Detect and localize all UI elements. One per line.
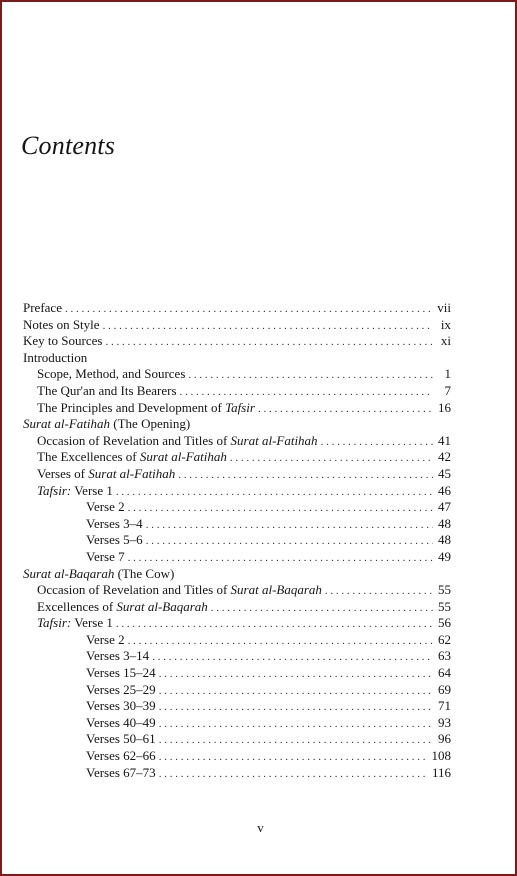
toc-page-number: vii — [437, 300, 451, 315]
toc-entry-label — [86, 731, 156, 748]
toc-page-number: 116 — [431, 764, 451, 780]
toc-entry[interactable] — [23, 648, 451, 665]
toc-entry[interactable] — [23, 599, 451, 616]
toc-dot-leader — [159, 683, 433, 700]
toc-label-italic-segment: Surat al-Fatihah — [23, 416, 111, 432]
toc-dot-leader — [65, 301, 433, 318]
toc-label-segment: (The Cow) — [114, 565, 175, 581]
toc-page-number: 56 — [438, 615, 451, 631]
toc-label-segment: Verses 30–39 — [86, 698, 156, 714]
toc-section-heading — [23, 416, 451, 433]
toc-page-number: 55 — [438, 598, 451, 614]
toc-entry[interactable] — [23, 366, 451, 383]
toc-label-segment: Verse 7 — [86, 548, 125, 564]
toc-label-segment: Scope, Method, and Sources — [37, 366, 186, 382]
toc-entry-label — [86, 532, 143, 549]
toc-page-number: 47 — [438, 499, 451, 515]
toc-dot-leader — [230, 450, 433, 467]
toc-entry-label — [37, 483, 113, 500]
toc-label-segment: Verses 40–49 — [86, 714, 156, 730]
toc-entry-label — [37, 615, 113, 632]
toc-dot-leader — [188, 367, 433, 384]
toc-entry[interactable] — [23, 333, 451, 350]
toc-label-segment: Verse 1 — [71, 615, 113, 631]
toc-entry-label — [86, 682, 156, 699]
toc-entry-label — [23, 416, 190, 433]
toc-label-segment: Notes on Style — [23, 316, 100, 332]
toc-entry[interactable] — [23, 449, 451, 466]
toc-label-italic-segment: Surat al-Baqarah — [116, 598, 208, 614]
toc-entry-label — [37, 383, 177, 400]
toc-label-segment: Verse 1 — [71, 482, 113, 498]
toc-page-number: 7 — [444, 382, 451, 398]
toc-label-italic-segment: Tafsir: — [37, 482, 72, 498]
toc-entry[interactable] — [23, 466, 451, 483]
toc-label-segment: Verses of — [37, 465, 89, 481]
toc-page-number: xi — [440, 333, 451, 349]
toc-page-number: 62 — [438, 631, 451, 647]
toc-page-number: 63 — [438, 648, 451, 664]
toc-entry-label — [37, 433, 318, 450]
toc-label-italic-segment: Surat al-Baqarah — [230, 582, 322, 598]
toc-label-segment: Preface — [23, 300, 62, 315]
toc-page-number: 16 — [438, 399, 451, 415]
toc-dot-leader — [258, 401, 433, 418]
toc-page-number: 42 — [438, 449, 451, 465]
toc-entry[interactable] — [23, 698, 451, 715]
page-title: Contents — [21, 131, 116, 161]
toc-label-italic-segment: Surat al-Fatihah — [88, 465, 176, 481]
toc-entry[interactable] — [23, 532, 451, 549]
toc-dot-leader — [180, 384, 433, 401]
toc-dot-leader — [128, 633, 433, 650]
toc-entry-label — [86, 516, 143, 533]
toc-dot-leader — [321, 434, 433, 451]
toc-entry-label — [86, 748, 156, 765]
toc-entry-label — [23, 566, 174, 583]
toc-entry[interactable] — [23, 400, 451, 417]
toc-entry-label — [23, 317, 100, 334]
toc-entry-label — [86, 715, 156, 732]
toc-label-segment: The Principles and Development of — [37, 399, 226, 415]
toc-page-number: 96 — [438, 731, 451, 747]
toc-label-segment: Verses 15–24 — [86, 665, 156, 681]
toc-entry-label — [86, 665, 156, 682]
toc-entry[interactable] — [23, 748, 451, 765]
toc-entry[interactable] — [23, 715, 451, 732]
toc-label-segment: Verses 3–4 — [86, 515, 143, 531]
toc-dot-leader — [146, 517, 433, 534]
toc-section-heading — [23, 350, 451, 367]
toc-label-segment: Excellences of — [37, 598, 117, 614]
table-of-contents — [23, 300, 451, 781]
toc-page-number: 64 — [438, 665, 451, 681]
toc-label-segment: Verse 2 — [86, 631, 125, 647]
toc-entry-label — [23, 333, 102, 350]
toc-entry-label — [37, 366, 185, 383]
toc-entry[interactable] — [23, 731, 451, 748]
toc-entry-label — [23, 350, 87, 367]
toc-entry[interactable] — [23, 317, 451, 334]
toc-label-segment: Verses 25–29 — [86, 681, 156, 697]
toc-dot-leader — [211, 600, 433, 617]
toc-entry[interactable] — [23, 516, 451, 533]
toc-label-segment: Occasion of Revelation and Titles of — [37, 582, 231, 598]
toc-entry-label — [37, 466, 175, 483]
toc-page-number: 71 — [438, 698, 451, 714]
toc-entry[interactable] — [23, 665, 451, 682]
toc-dot-leader — [159, 699, 433, 716]
toc-label-italic-segment: Tafsir — [225, 399, 255, 415]
toc-entry-label — [37, 449, 227, 466]
toc-dot-leader — [325, 583, 433, 600]
toc-entry[interactable] — [23, 499, 451, 516]
toc-label-segment: Verses 67–73 — [86, 764, 156, 780]
toc-dot-leader — [159, 766, 428, 783]
toc-page-number: 108 — [431, 748, 451, 764]
toc-entry-label — [86, 698, 156, 715]
toc-label-segment: Introduction — [23, 349, 88, 365]
toc-dot-leader — [116, 616, 433, 633]
toc-label-segment: The Excellences of — [37, 449, 140, 465]
toc-entry-label — [37, 582, 322, 599]
toc-entry-label — [86, 499, 125, 516]
toc-entry-label — [37, 599, 208, 616]
toc-entry[interactable] — [23, 682, 451, 699]
toc-label-segment: Verse 2 — [86, 499, 125, 515]
toc-entry[interactable] — [23, 765, 451, 782]
toc-entry-label — [86, 549, 125, 566]
toc-label-segment: Verses 62–66 — [86, 748, 156, 764]
toc-page-number: 93 — [438, 714, 451, 730]
toc-dot-leader — [103, 318, 433, 335]
toc-label-italic-segment: Surat al-Fatihah — [230, 432, 318, 448]
toc-page-number: 55 — [438, 582, 451, 598]
toc-label-segment: Verses 3–14 — [86, 648, 150, 664]
toc-label-segment: Key to Sources — [23, 333, 103, 349]
toc-entry[interactable] — [23, 300, 451, 317]
toc-dot-leader — [105, 334, 433, 351]
toc-entry-label — [86, 648, 149, 665]
toc-section-heading — [23, 566, 451, 583]
toc-page-number: 48 — [438, 532, 451, 548]
toc-dot-leader — [159, 666, 433, 683]
toc-label-segment: Occasion of Revelation and Titles of — [37, 432, 231, 448]
toc-entry[interactable] — [23, 383, 451, 400]
toc-entry[interactable] — [23, 433, 451, 450]
toc-label-segment: Verses 50–61 — [86, 731, 156, 747]
toc-label-italic-segment: Surat al-Baqarah — [23, 565, 115, 581]
page-number-footer: v — [257, 820, 264, 835]
toc-page-number: 49 — [438, 548, 451, 564]
toc-dot-leader — [152, 649, 433, 666]
toc-page-number: 1 — [444, 366, 451, 382]
toc-page-number: 41 — [438, 432, 451, 448]
toc-page-number: 45 — [438, 465, 451, 481]
toc-dot-leader — [116, 484, 433, 501]
toc-dot-leader — [159, 732, 433, 749]
toc-page-number: ix — [440, 316, 451, 332]
toc-dot-leader — [159, 716, 433, 733]
toc-page-number: 69 — [438, 681, 451, 697]
toc-label-segment: Verses 5–6 — [86, 532, 143, 548]
toc-entry-label — [86, 632, 125, 649]
toc-label-italic-segment: Tafsir: — [37, 615, 72, 631]
toc-dot-leader — [146, 533, 433, 550]
toc-label-italic-segment: Surat al-Fatihah — [139, 449, 227, 465]
toc-dot-leader — [178, 467, 433, 484]
toc-page-number: 48 — [438, 515, 451, 531]
toc-dot-leader — [128, 500, 433, 517]
toc-entry[interactable] — [23, 615, 451, 632]
toc-page-number: 46 — [438, 482, 451, 498]
toc-label-segment: The Qur'an and Its Bearers — [37, 382, 177, 398]
toc-dot-leader — [159, 749, 428, 766]
toc-entry[interactable] — [23, 483, 451, 500]
toc-entry-label — [86, 765, 156, 782]
toc-entry[interactable] — [23, 582, 451, 599]
toc-entry-label — [23, 300, 62, 317]
toc-dot-leader — [128, 550, 433, 567]
toc-entry[interactable] — [23, 632, 451, 649]
toc-entry-label — [37, 400, 255, 417]
toc-entry[interactable] — [23, 549, 451, 566]
toc-label-segment: (The Opening) — [110, 416, 191, 432]
